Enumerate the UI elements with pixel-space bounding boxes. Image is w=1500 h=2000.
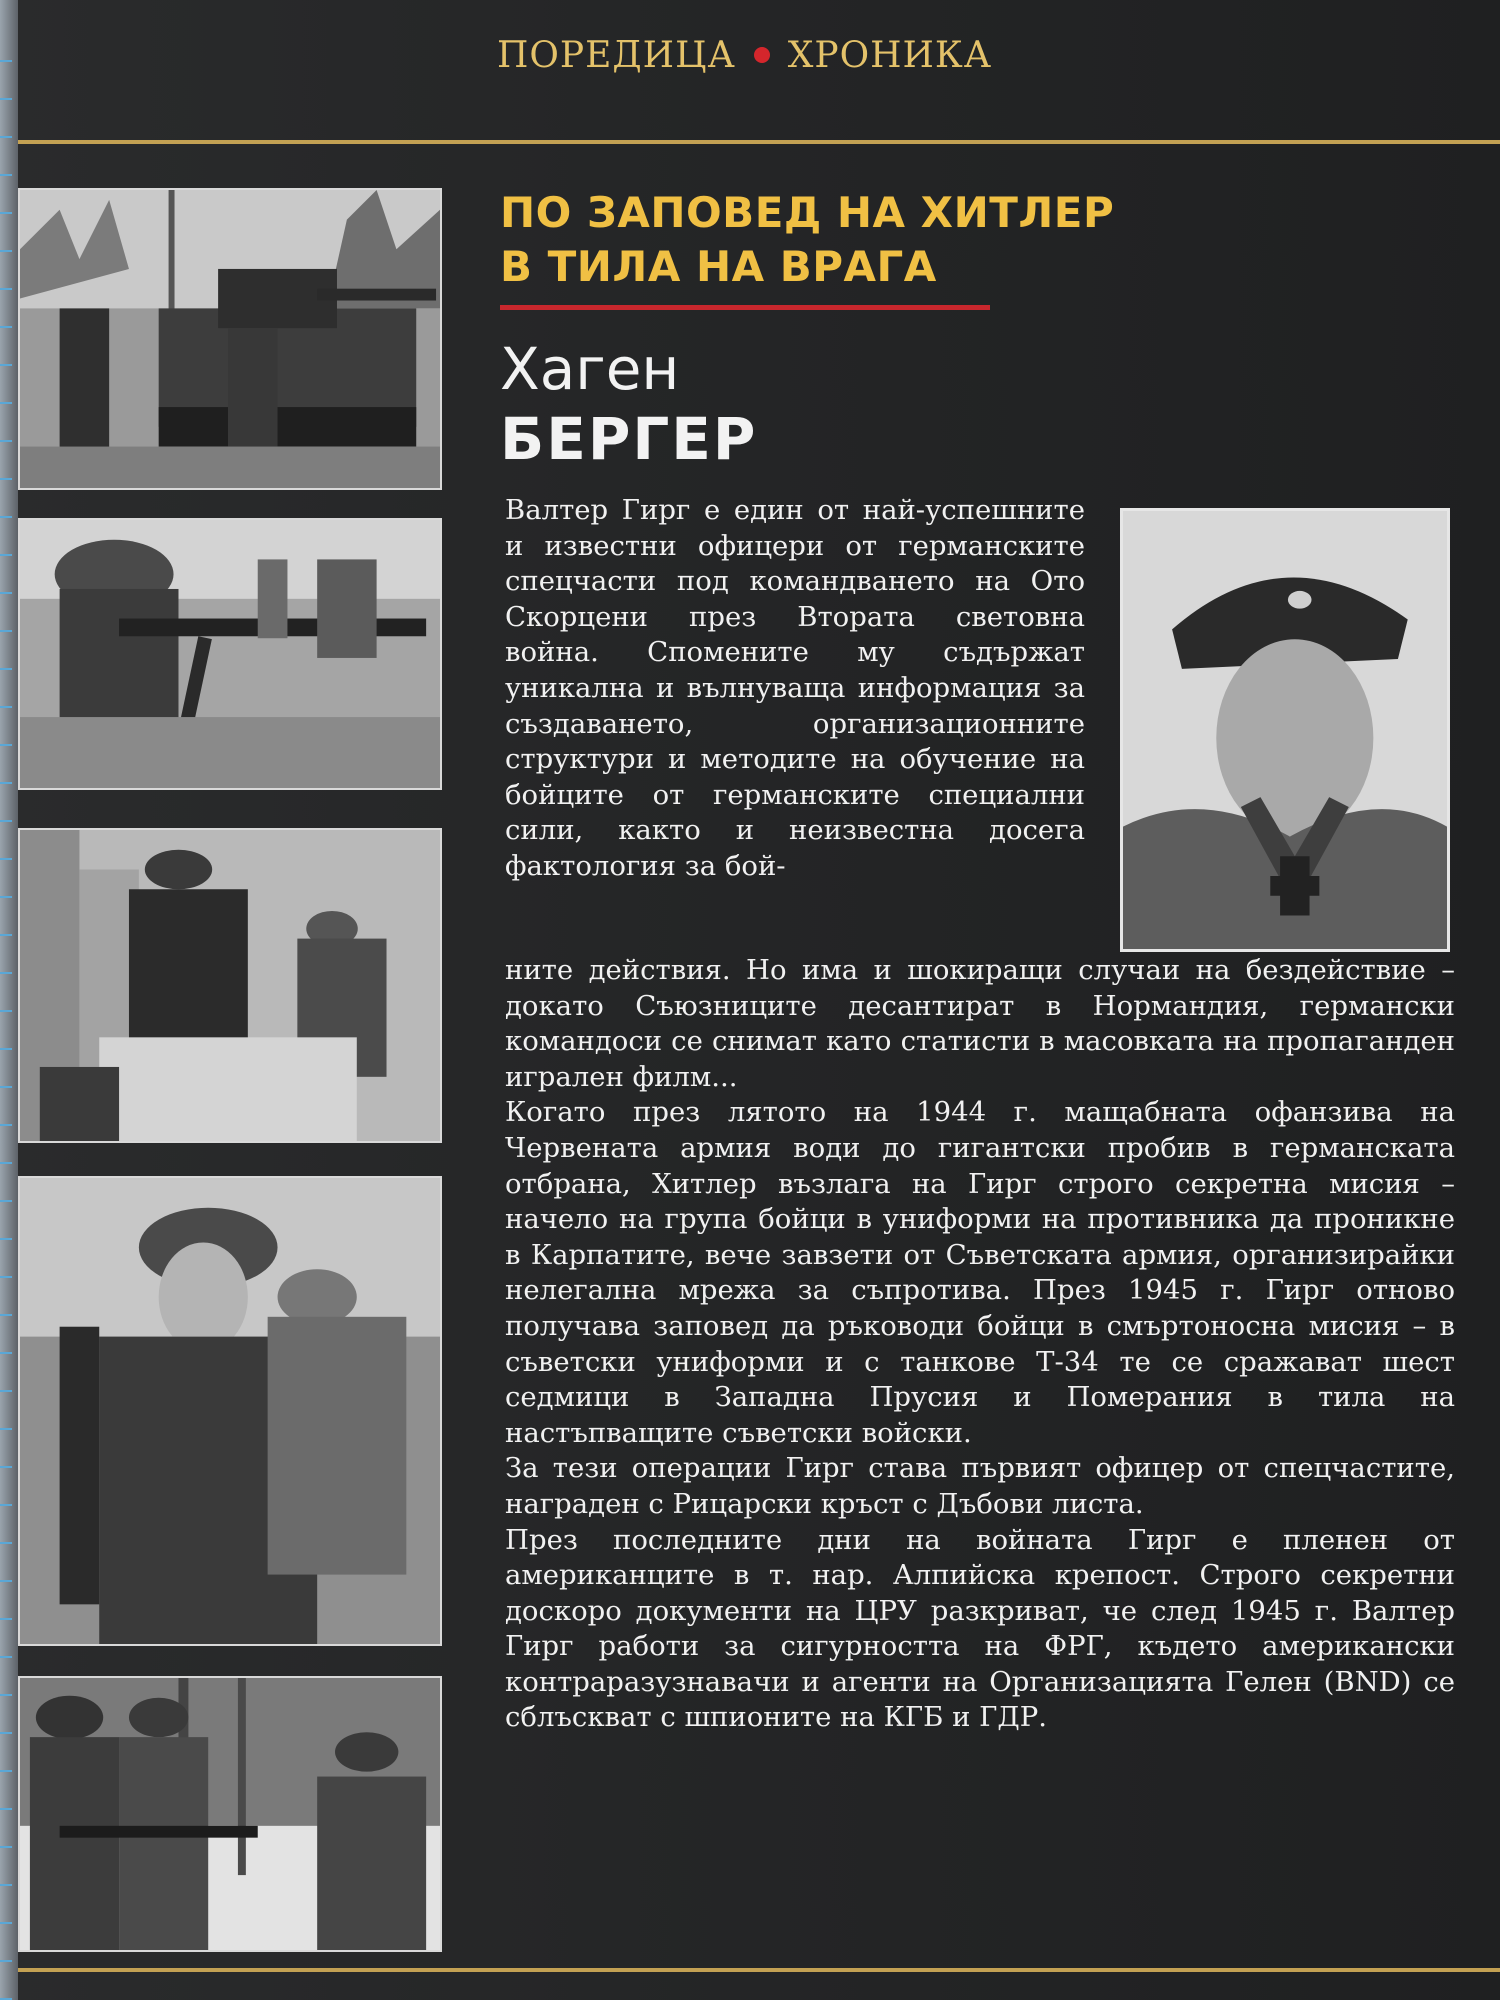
photo-winter-soldiers [18,1676,442,1952]
edge-rule-mark [0,1656,12,1658]
edge-rule-mark [0,1542,12,1544]
edge-rule-mark [0,1770,12,1772]
edge-rule-mark [0,1580,12,1582]
edge-rule-mark [0,1618,12,1620]
bottom-gold-rule [18,1968,1500,1972]
red-divider [500,305,990,310]
edge-rule-mark [0,1390,12,1392]
red-dot-icon [754,47,770,63]
blurb-text [505,493,1455,1736]
edge-rule-mark [0,1694,12,1696]
edge-rule-mark [0,1352,12,1354]
edge-rule-mark [0,858,12,860]
edge-rule-mark [0,174,12,176]
edge-rule-mark [0,1086,12,1088]
edge-rule-mark [0,478,12,480]
edge-rule-mark [0,934,12,936]
edge-rule-mark [0,630,12,632]
photo-tank-crew [18,828,442,1143]
edge-rule-mark [0,402,12,404]
edge-rule-mark [0,1428,12,1430]
edge-rule-mark [0,60,12,62]
portrait-spacer [1095,493,1455,953]
blurb-paragraph-4: През последните дни на войната Гирг е пленен от американците в т. нар. Алпийска крепост. Строго секретни доскоро документи на ЦРУ разкриват, че след 1945 г. Валтер Гирг работи за сигурността на ФРГ, където американски контраразузнавачи и агенти на Организацията Гелен (BND) се сблъскват с шпионите на КГБ и ГДР. [505,1523,1455,1734]
edge-rule-mark [0,516,12,518]
blurb-paragraph-2: Когато през лятото на 1944 г. мащабната офанзива на Червената армия води до гигантски пробив в германската отбрана, Хитлер възлага на Гирг строго секретна мисия – начело на група бойци в униформи на противника да проникне в Карпатите, вече завзети от Съветската армия, организирайки нелегална мрежа за съпротива. През 1945 г. Гирг отново получава заповед да ръководи бойци в смъртоносна мисия – в съветски униформи и с танкове Т-34 те се сражават шест седмици в Западна Прусия и Померания в тила на настъпващите съветски войски. [505,1096,1455,1449]
top-gold-rule [18,140,1500,144]
edge-rule-mark [0,1276,12,1278]
edge-rule-mark [0,250,12,252]
edge-rule-mark [0,1884,12,1886]
edge-rule-mark [0,592,12,594]
edge-rule-mark [0,440,12,442]
edge-rule-mark [0,782,12,784]
header [0,0,1500,140]
edge-rule-mark [0,706,12,708]
edge-rule-mark [0,1162,12,1164]
edge-rule-mark [0,972,12,974]
author-first-name: Хаген [500,335,680,403]
edge-rule-mark [0,668,12,670]
photo-tank [18,188,442,490]
edge-rule-mark [0,136,12,138]
author-last-name: БЕРГЕР [500,405,758,473]
edge-rule-mark [0,1238,12,1240]
series-right: ХРОНИКА [787,34,993,76]
subtitle-line-1: ПО ЗАПОВЕД НА ХИТЛЕР [500,188,1115,237]
edge-rule-mark [0,820,12,822]
edge-rule-mark [0,744,12,746]
edge-rule-mark [0,1504,12,1506]
edge-rule-mark [0,288,12,290]
edge-rule-mark [0,554,12,556]
photo-soldier-rifle [18,518,442,790]
edge-rule-mark [0,98,12,100]
edge-rule-mark [0,1048,12,1050]
edge-rule-mark [0,212,12,214]
edge-rule-mark [0,1200,12,1202]
edge-rule-mark [0,1808,12,1810]
blurb-paragraph-3: За тези операции Гирг става първият офицер от спецчастите, награден с Рицарски кръст с Дъбови листа. [505,1452,1455,1520]
edge-rule-mark [0,1732,12,1734]
edge-rule-mark [0,896,12,898]
edge-rule-mark [0,1922,12,1924]
blurb-paragraph-1a: Валтер Гирг е един от най-успешните и известни офицери от германските спецчасти под командването на Ото Скорцени през Втората световна война. Спомените му съдържат уникална и вълнуваща информация за създаването, организационните структури и методите на обучение на бойците от германските специални сили, както и неизвестна досега фактология за бой- [505,494,1085,882]
edge-rule-mark [0,326,12,328]
edge-rule-mark [0,1466,12,1468]
edge-rule-mark [0,364,12,366]
subtitle-line-2: В ТИЛА НА ВРАГА [500,242,937,291]
book-subtitle [500,186,1220,294]
photo-machine-gunner [18,1176,442,1646]
edge-rule-mark [0,1010,12,1012]
edge-rule-mark [0,1846,12,1848]
page-edge-strip [0,0,18,2000]
series-label [497,30,992,80]
edge-rule-mark [0,1124,12,1126]
edge-rule-mark [0,1960,12,1962]
blurb-paragraph-1b: ните действия. Но има и шокиращи случаи на бездействие – докато Съюзниците десантират в Нормандия, германски командоси се снимат като статисти в масовката на пропаганден игрален филм... [505,954,1455,1093]
series-left: ПОРЕДИЦА [497,34,736,76]
edge-rule-mark [0,1314,12,1316]
